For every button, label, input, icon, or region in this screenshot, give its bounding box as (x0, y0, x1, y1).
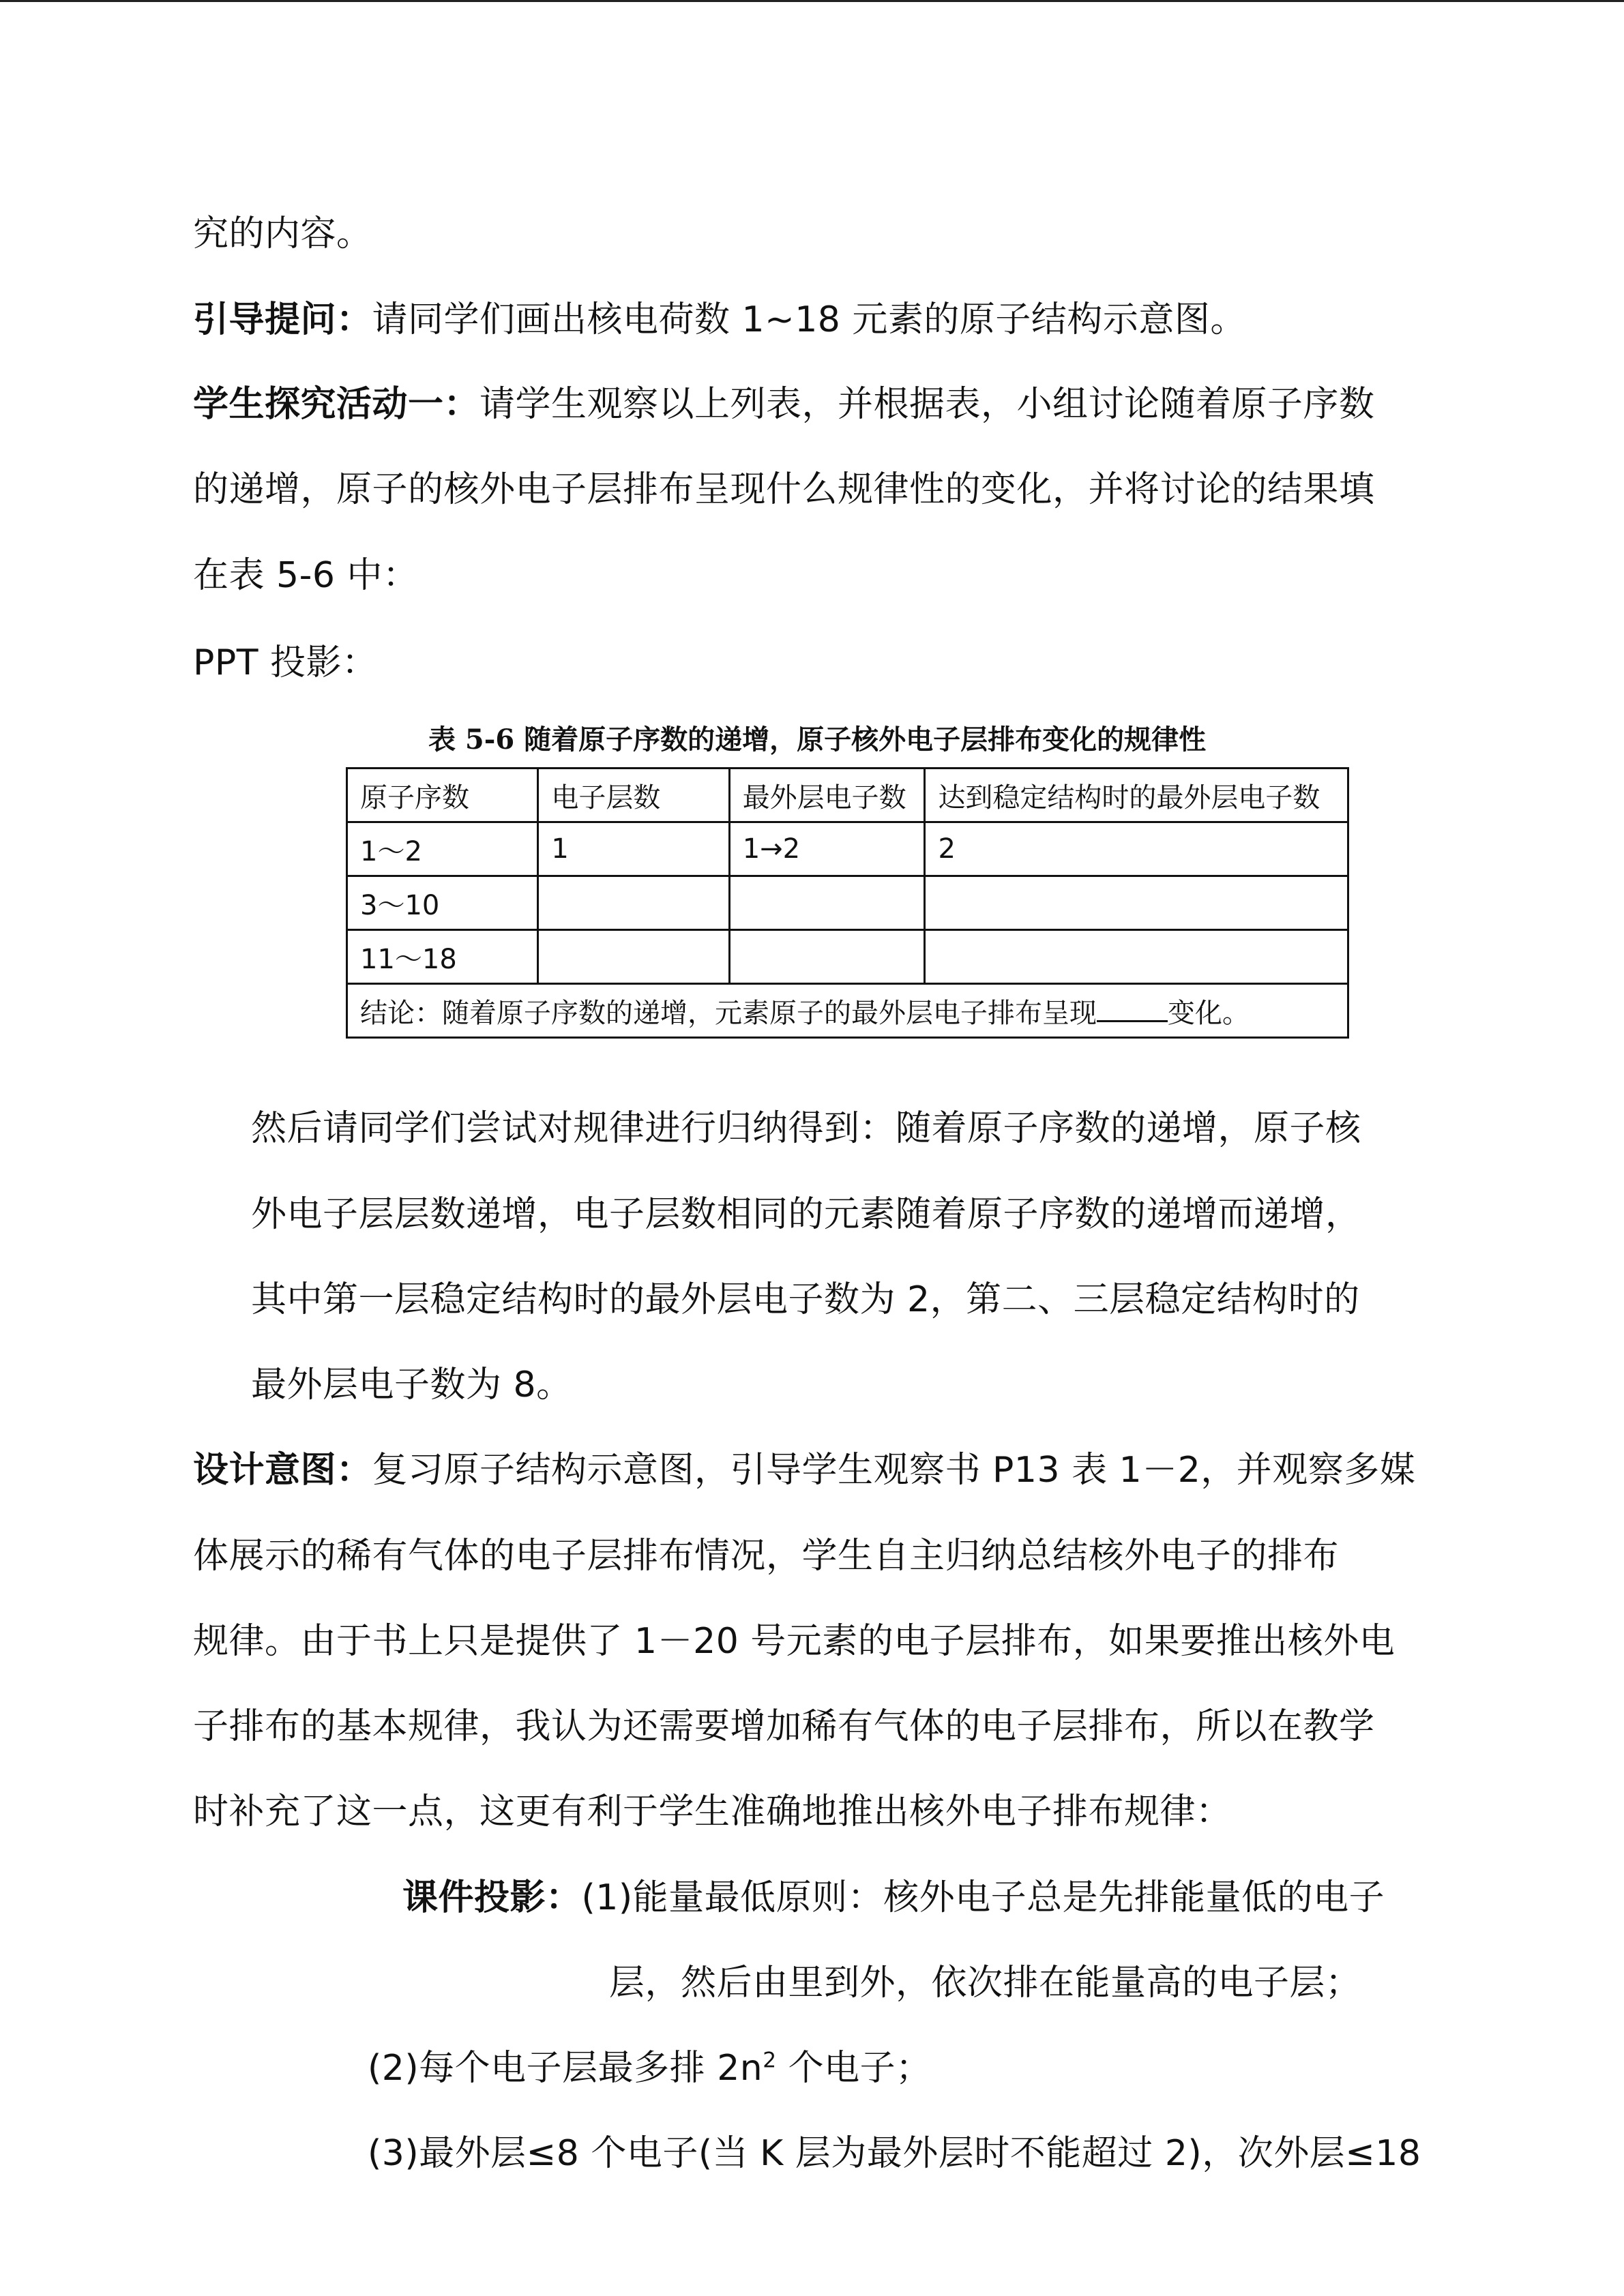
table-cell: 2 (925, 822, 1348, 876)
table-cell: 3～10 (347, 876, 538, 930)
text: PPT 投影： (193, 642, 378, 683)
design-line (193, 1534, 1339, 1578)
table-conclusion-row (347, 984, 1348, 1038)
table-cell (925, 930, 1348, 984)
text: 然后请同学们尝试对规律进行归纳得到：随着原子序数的递增，原子核 (251, 1108, 1361, 1149)
table-row (347, 876, 1348, 930)
text: 最外层电子数为 8。 (251, 1365, 572, 1405)
guiding-question (193, 298, 1246, 342)
guiding-question-label: 引导提问： (193, 299, 372, 340)
conclusion-end: 变化。 (1168, 997, 1250, 1029)
text: 在表 5-6 中： (193, 555, 419, 596)
paragraph-line (193, 554, 419, 597)
guiding-question-text: 请同学们画出核电荷数 1~18 元素的原子结构示意图。 (372, 299, 1246, 340)
page-top-border (0, 0, 1624, 2)
design-intent (193, 1448, 1415, 1492)
design-line (193, 1620, 1395, 1663)
ppt-projection-label (193, 641, 378, 685)
table-cell (729, 876, 925, 930)
text: 时补充了这一点，这更有利于学生准确地推出核外电子排布规律： (193, 1791, 1232, 1832)
text: 复习原子结构示意图，引导学生观察书 P13 表 1－2，并观察多媒 (372, 1450, 1416, 1491)
text: (2)每个电子层最多排 2n (368, 2048, 763, 2089)
summary-line (251, 1363, 572, 1407)
student-activity-label: 学生探究活动一： (193, 384, 480, 425)
table-header-row (347, 769, 1348, 822)
electron-layer-table (346, 767, 1349, 1039)
table-cell: 1 (538, 822, 729, 876)
table-cell: 1→2 (729, 822, 925, 876)
text: 的递增，原子的核外电子层排布呈现什么规律性的变化，并将讨论的结果填 (193, 469, 1375, 510)
text: 规律。由于书上只是提供了 1－20 号元素的电子层排布，如果要推出核外电 (193, 1621, 1396, 1662)
header-cell: 最外层电子数 (729, 769, 925, 822)
design-line (193, 1790, 1232, 1834)
table-cell (729, 930, 925, 984)
courseware-rule-1-cont (609, 1961, 1361, 2005)
conclusion-cell (347, 984, 1348, 1038)
header-cell: 原子序数 (347, 769, 538, 822)
conclusion-text: 结论：随着原子序数的递增，元素原子的最外层电子排布呈现 (360, 997, 1097, 1029)
courseware-rule-2 (368, 2046, 932, 2090)
superscript: 2 (763, 2048, 777, 2073)
summary-line (251, 1193, 1361, 1236)
text: 其中第一层稳定结构时的最外层电子数为 2，第二、三层稳定结构时的 (251, 1279, 1360, 1320)
courseware-rule-1 (402, 1876, 1385, 1920)
design-intent-label: 设计意图： (193, 1450, 372, 1491)
table-cell (538, 876, 729, 930)
text: (1)能量最低原则：核外电子总是先排能量低的电子 (581, 1877, 1385, 1918)
paragraph-line (193, 468, 1375, 511)
text: 体展示的稀有气体的电子层排布情况，学生自主归纳总结核外电子的排布 (193, 1536, 1340, 1577)
table-row (347, 822, 1348, 876)
table-cell (925, 876, 1348, 930)
text: 层，然后由里到外，依次排在能量高的电子层； (609, 1963, 1361, 2003)
table-cell (538, 930, 729, 984)
fill-in-blank (1097, 997, 1168, 1022)
design-line (193, 1705, 1375, 1748)
header-cell: 达到稳定结构时的最外层电子数 (925, 769, 1348, 822)
summary-line (251, 1278, 1360, 1322)
table-cell: 11～18 (347, 930, 538, 984)
text: 子排布的基本规律，我认为还需要增加稀有气体的电子层排布，所以在教学 (193, 1706, 1375, 1747)
text: 究的内容。 (193, 213, 372, 254)
text: 个电子； (776, 2048, 932, 2089)
header-cell: 电子层数 (538, 769, 729, 822)
courseware-rule-3 (368, 2132, 1421, 2175)
student-activity-text: 请学生观察以上列表，并根据表，小组讨论随着原子序数 (479, 384, 1375, 425)
courseware-label: 课件投影： (402, 1877, 582, 1918)
table-cell: 1～2 (347, 822, 538, 876)
table-row (347, 930, 1348, 984)
text: 外电子层层数递增，电子层数相同的元素随着原子序数的递增而递增， (251, 1194, 1361, 1235)
table-caption: 表 5-6 随着原子序数的递增，原子核外电子层排布变化的规律性 (428, 724, 1207, 756)
paragraph-line (193, 212, 372, 256)
student-activity (193, 383, 1375, 426)
text: (3)最外层≤8 个电子(当 K 层为最外层时不能超过 2)，次外层≤18 (368, 2133, 1421, 2174)
summary-line (251, 1107, 1361, 1150)
